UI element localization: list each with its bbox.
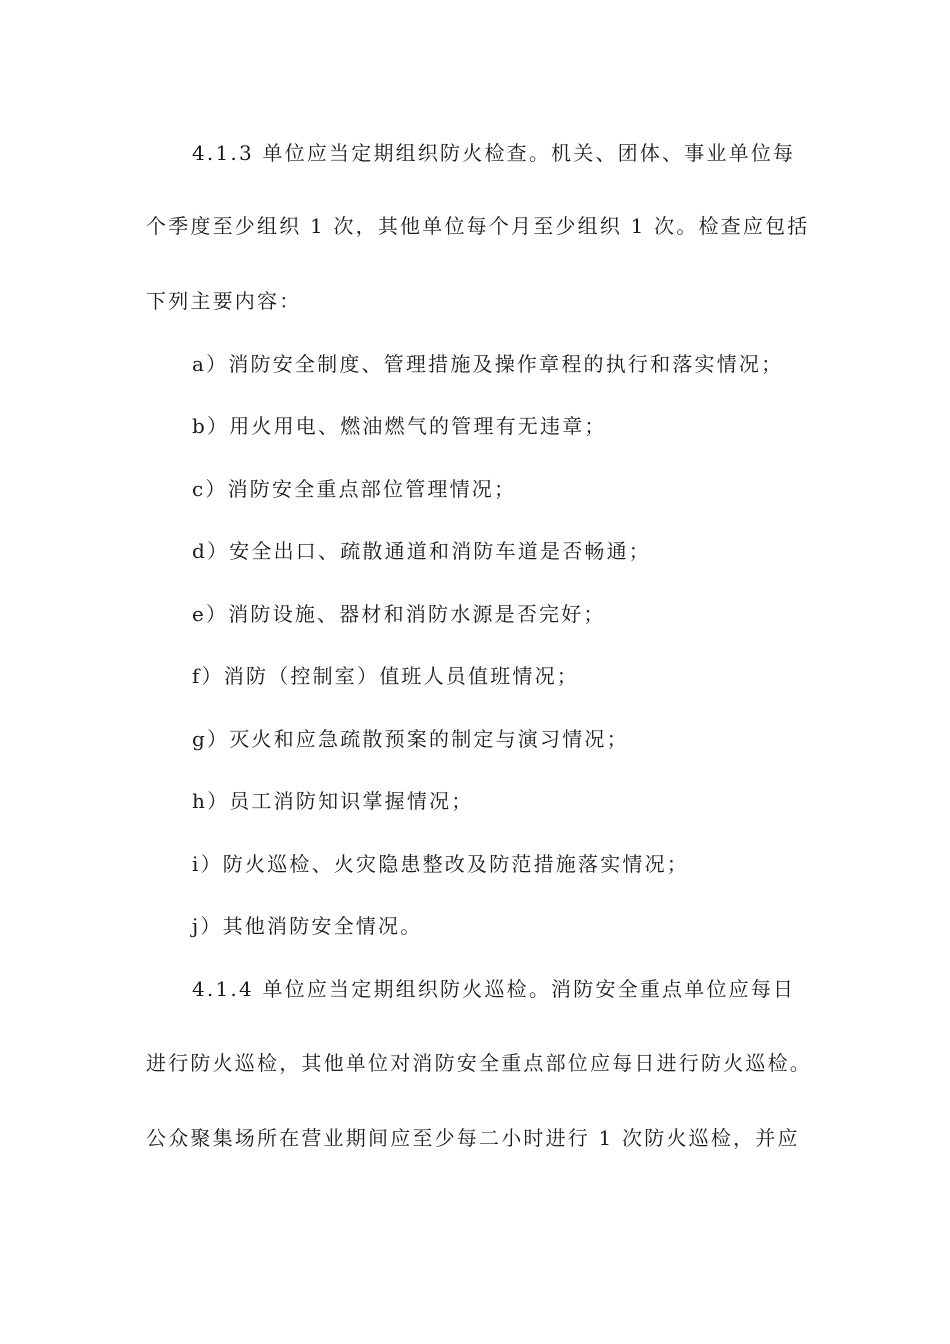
list-item-a: a）消防安全制度、管理措施及操作章程的执行和落实情况； (192, 352, 784, 376)
para-4-1-3-line-3: 下列主要内容： (146, 289, 302, 313)
para-4-1-4-line-3: 公众聚集场所在营业期间应至少每二小时进行 1 次防火巡检，并应 (146, 1126, 800, 1150)
para-4-1-4-line-1: 4.1.4 单位应当定期组织防火巡检。消防安全重点单位应每日 (192, 977, 796, 1001)
list-item-h: h）员工消防知识掌握情况； (192, 789, 474, 813)
para-4-1-4-line-2: 进行防火巡检，其他单位对消防安全重点部位应每日进行防火巡检。 (146, 1051, 812, 1075)
para-4-1-3-line-1: 4.1.3 单位应当定期组织防火检查。机关、团体、事业单位每 (192, 141, 796, 165)
list-item-j: j）其他消防安全情况。 (192, 914, 423, 938)
list-item-g: g）灭火和应急疏散预案的制定与演习情况； (192, 727, 629, 751)
list-item-b: b）用火用电、燃油燃气的管理有无违章； (192, 414, 607, 438)
list-item-f: f）消防（控制室）值班人员值班情况； (192, 664, 580, 688)
list-item-i: i）防火巡检、火灾隐患整改及防范措施落实情况； (192, 852, 689, 876)
list-item-d: d）安全出口、疏散通道和消防车道是否畅通； (192, 539, 652, 563)
list-item-c: c）消防安全重点部位管理情况； (192, 477, 517, 501)
list-item-e: e）消防设施、器材和消防水源是否完好； (192, 602, 606, 626)
para-4-1-3-line-2: 个季度至少组织 1 次，其他单位每个月至少组织 1 次。检查应包括 (146, 214, 810, 238)
